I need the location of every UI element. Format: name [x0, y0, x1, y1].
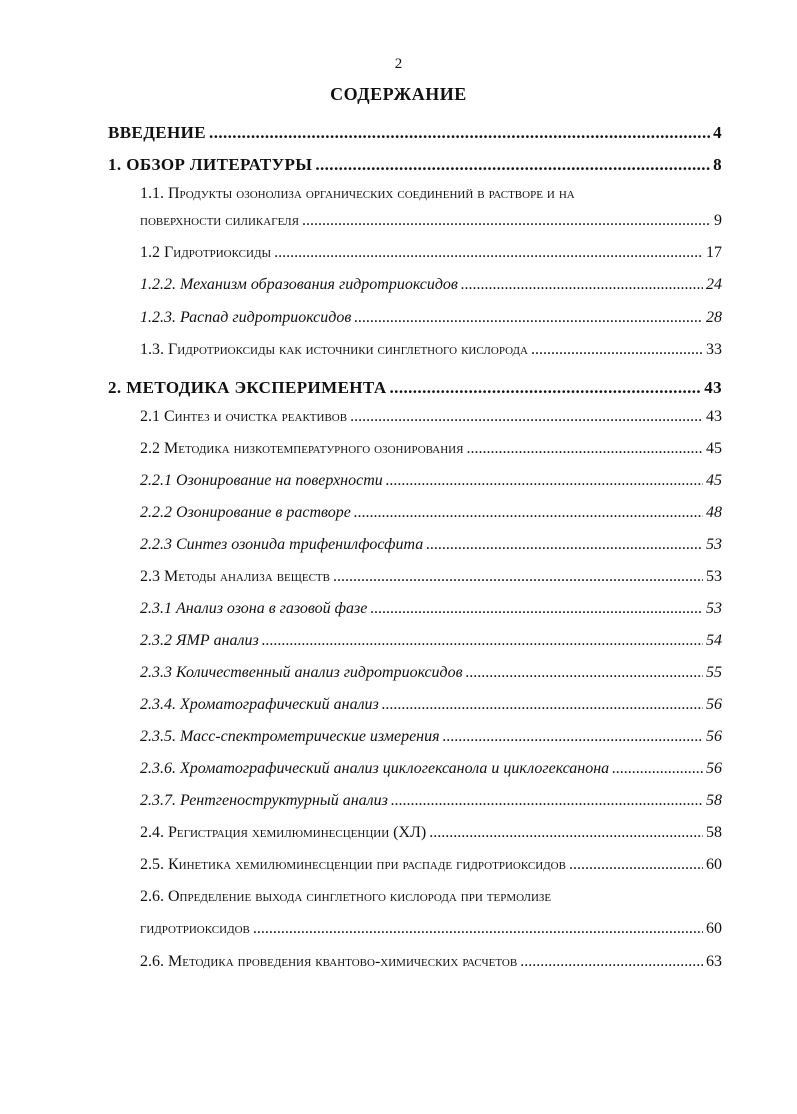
toc-entry-page: 56: [706, 696, 722, 713]
toc-entry-chapter-1: [108, 154, 722, 176]
toc-entry-page: 63: [706, 953, 722, 970]
toc-entry-chapter-2: [108, 377, 722, 399]
toc-leader-dots: [429, 822, 703, 844]
toc-entry-text: 2. МЕТОДИКА ЭКСПЕРИМЕНТА: [108, 378, 387, 397]
toc-leader-dots: [350, 406, 703, 428]
toc-leader-dots: [354, 502, 703, 524]
toc-entry-2-3-4: [140, 694, 722, 716]
toc-entry-2-3-3: [140, 662, 722, 684]
toc-entry-2-2-1: [140, 470, 722, 492]
toc-entry-2-2: [140, 438, 722, 460]
toc-leader-dots: [612, 758, 703, 780]
toc-entry-page: 24: [706, 276, 722, 293]
toc-leader-dots: [370, 598, 703, 620]
toc-entry-text: 2.3.5. Масс-спектрометрические измерения: [140, 728, 440, 745]
toc-entry-page: 53: [706, 536, 722, 553]
toc-entry-1-2-3: [140, 307, 722, 329]
toc-leader-dots: [315, 154, 710, 176]
toc-leader-dots: [391, 790, 703, 812]
toc-entry-text: ВВЕДЕНИЕ: [108, 123, 207, 142]
toc-entry-2-3-6: [140, 758, 722, 780]
toc-entry-1-1-line1: 1.1. Продукты озонолиза органических соединений в растворе и на: [140, 185, 575, 202]
toc-entry-text: 2.3.6. Хроматографический анализ циклогексанола и циклогексанона: [140, 760, 610, 777]
toc-entry-page: 33: [706, 341, 722, 358]
toc-entry-page: 60: [706, 920, 722, 937]
toc-entry-introduction: [108, 122, 722, 144]
toc-entry-text: 2.3.4. Хроматографический анализ: [140, 696, 379, 713]
toc-entry-text: 2.2.3 Синтез озонида трифенилфосфита: [140, 536, 424, 553]
toc-entry-page: 28: [706, 309, 722, 326]
toc-leader-dots: [466, 662, 703, 684]
toc-entry-text: 1. ОБЗОР ЛИТЕРАТУРЫ: [108, 155, 313, 174]
toc-leader-dots: [390, 377, 702, 399]
toc-entry-page: 53: [706, 600, 722, 617]
toc-entry-2-3-5: [140, 726, 722, 748]
toc-entry-text: 2.1 Синтез и очистка реактивов: [140, 408, 348, 425]
toc-entry-page: 58: [706, 824, 722, 841]
toc-entry-page: 9: [714, 212, 722, 229]
toc-entry-text: гидротриоксидов: [140, 920, 250, 937]
toc-entry-page: 54: [706, 632, 722, 649]
toc-leader-dots: [354, 307, 703, 329]
toc-entry-page: 56: [706, 728, 722, 745]
toc-entry-text: поверхности силикагеля: [140, 212, 299, 229]
toc-entry-page: 43: [706, 408, 722, 425]
toc-entry-text: 2.5. Кинетика хемилюминесценции при распаде гидротриоксидов: [140, 856, 566, 873]
toc-entry-2-4: [140, 822, 722, 844]
toc-entry-1-2: [140, 242, 722, 264]
toc-entry-2-1: [140, 406, 722, 428]
toc-leader-dots: [569, 854, 703, 876]
toc-title: СОДЕРЖАНИЕ: [330, 84, 467, 104]
toc-leader-dots: [333, 566, 703, 588]
toc-entry-page: 45: [706, 472, 722, 489]
toc-leader-dots: [443, 726, 703, 748]
toc-entry-page: 43: [704, 378, 722, 397]
toc-leader-dots: [531, 339, 703, 361]
toc-leader-dots: [274, 242, 703, 264]
toc-entry-text: 2.3 Методы анализа веществ: [140, 568, 330, 585]
toc-entry-page: 45: [706, 440, 722, 457]
toc-entry-2-3-7: [140, 790, 722, 812]
toc-entry-2-2-3: [140, 534, 722, 556]
toc-entry-text: 1.2.3. Распад гидротриоксидов: [140, 309, 352, 326]
toc-entry-2-3-1: [140, 598, 722, 620]
toc-entry-text: 2.3.2 ЯМР анализ: [140, 632, 259, 649]
toc-leader-dots: [302, 210, 711, 232]
toc-entry-page: 58: [706, 792, 722, 809]
toc-entry-page: 48: [706, 504, 722, 521]
toc-leader-dots: [382, 694, 703, 716]
toc-entry-1-3: [140, 339, 722, 361]
toc-entry-page: 53: [706, 568, 722, 585]
toc-entry-text: 2.2 Методика низкотемпературного озонирования: [140, 440, 464, 457]
toc-entry-text: 2.4. Регистрация хемилюминесценции (ХЛ): [140, 824, 427, 841]
toc-entry-text: 2.3.7. Рентгеноструктурный анализ: [140, 792, 388, 809]
toc-entry-page: 8: [713, 155, 722, 174]
toc-leader-dots: [466, 438, 703, 460]
toc-entry-text: 1.2 Гидротриоксиды: [140, 244, 272, 261]
toc-leader-dots: [209, 122, 710, 144]
toc-entry-1-1: [140, 210, 722, 232]
toc-leader-dots: [386, 470, 703, 492]
toc-entry-2-3: [140, 566, 722, 588]
toc-entry-2-3-2: [140, 630, 722, 652]
toc-entry-page: 56: [706, 760, 722, 777]
toc-entry-text: 2.2.2 Озонирование в растворе: [140, 504, 351, 521]
toc-entry-text: 2.3.3 Количественный анализ гидротриоксидов: [140, 664, 463, 681]
toc-entry-text: 2.6. Методика проведения квантово-химических расчетов: [140, 953, 518, 970]
toc-leader-dots: [520, 951, 703, 973]
toc-entry-page: 60: [706, 856, 722, 873]
toc-entry-2-6b: [140, 951, 722, 973]
toc-entry-2-6a: [140, 918, 722, 940]
toc-leader-dots: [262, 630, 703, 652]
toc-leader-dots: [426, 534, 703, 556]
toc-entry-page: 17: [706, 244, 722, 261]
toc-entry-2-2-2: [140, 502, 722, 524]
toc-entry-text: 2.2.1 Озонирование на поверхности: [140, 472, 383, 489]
toc-leader-dots: [461, 274, 703, 296]
toc-entry-page: 55: [706, 664, 722, 681]
page-number: 2: [394, 56, 403, 72]
toc-entry-page: 4: [713, 123, 722, 142]
toc-entry-text: 2.3.1 Анализ озона в газовой фазе: [140, 600, 368, 617]
toc-entry-text: 1.3. Гидротриоксиды как источники синглетного кислорода: [140, 341, 528, 358]
toc-leader-dots: [253, 918, 703, 940]
toc-entry-1-2-2: [140, 274, 722, 296]
toc-entry-2-6a-line1: 2.6. Определение выхода синглетного кислорода при термолизе: [140, 888, 552, 905]
toc-entry-2-5: [140, 854, 722, 876]
toc-entry-text: 1.2.2. Механизм образования гидротриоксидов: [140, 276, 458, 293]
